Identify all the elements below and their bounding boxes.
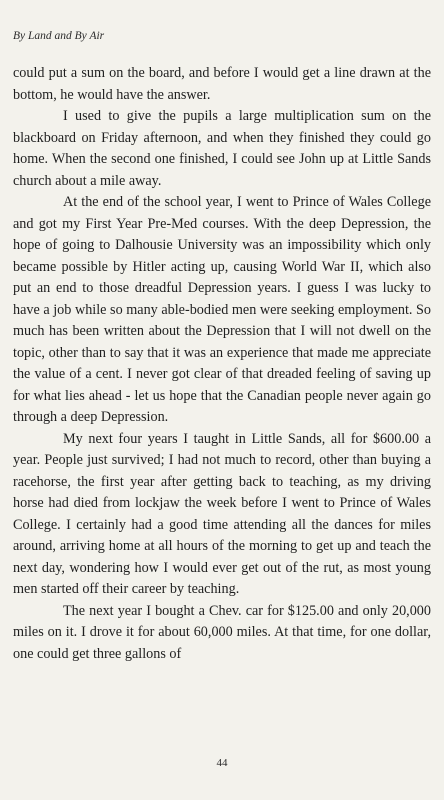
- paragraph: At the end of the school year, I went to Prince of Wales College and got my First Year Pre-Med courses. With the deep Depression, the hope of going to Dalhousie University was an impossibility which only became possible by Hitler acting up, causing World War II, which also put an end to those dreadful Depression years. I guess I was lucky to have a job while so many able-bodied men were seeking employment. So much has been written about the Depression that I will not dwell on the topic, other than to say that it was an experience that made me appreciate the value of a cent. I never got clear of that dreaded feeling of saving up for what lies ahead - let us hope that the Canadian people never again go through a deep Depression.: [13, 194, 431, 425]
- paragraph: My next four years I taught in Little Sands, all for $600.00 a year. People just survived; I had not much to record, other than buying a racehorse, the first year after getting back to teaching, as my driving horse had died from lockjaw the week before I went to Prince of Wales College. I certainly had a good time attending all the dances for miles around, arriving home at all hours of the morning to get up and teach the next day, wondering how I would ever get out of the rut, as most young men started off their career by teaching.: [13, 430, 431, 597]
- paragraph: The next year I bought a Chev. car for $125.00 and only 20,000 miles on it. I drove it for about 60,000 miles. At that time, for one dollar, one could get three gallons of: [13, 602, 431, 662]
- paragraph: could put a sum on the board, and before I would get a line drawn at the bottom, he would have the answer.: [13, 65, 431, 103]
- page-number: 44: [216, 757, 228, 769]
- body-text: [13, 63, 431, 665]
- running-header: By Land and By Air: [13, 30, 105, 42]
- paragraph: I used to give the pupils a large multiplication sum on the blackboard on Friday afternoon, and when they finished they could go home. When the second one finished, I could see John up at Little Sands church about a mile away.: [13, 108, 431, 189]
